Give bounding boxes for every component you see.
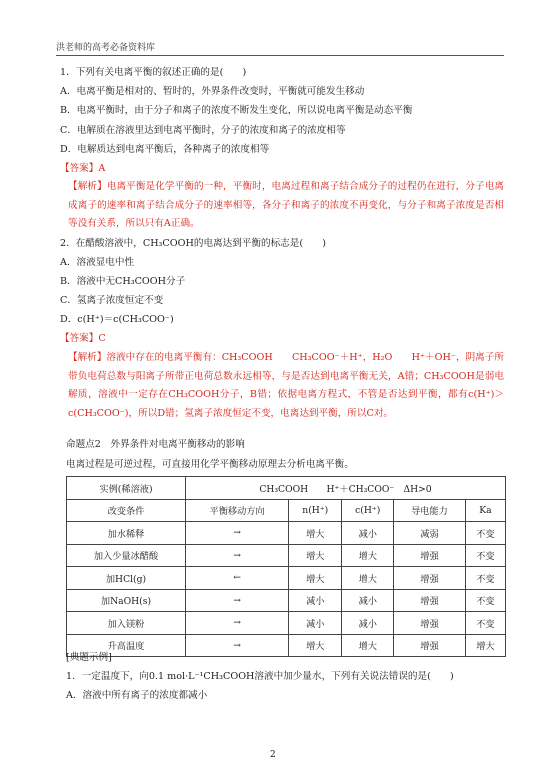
q1-answer-value: A	[98, 163, 106, 174]
q2-answer-value: C	[98, 333, 106, 344]
table-cell: 减小	[342, 522, 394, 545]
table-row	[67, 522, 506, 545]
q1-option-d: D．电解质达到电离平衡后，各种离子的浓度相等	[60, 144, 270, 155]
table-cell: 加HCl(g)	[67, 567, 186, 590]
table-cell: →	[185, 612, 288, 635]
table-cell: 增强	[394, 567, 466, 590]
table-cell: 增强	[394, 634, 466, 657]
table-cell: →	[185, 634, 288, 657]
example-option-a: A．溶液中所有离子的浓度都减小	[66, 690, 208, 701]
table-cell: 加水稀释	[67, 522, 186, 545]
table-cell: 加入镁粉	[67, 612, 186, 635]
table-cell: 增大	[342, 634, 394, 657]
header-rule	[56, 55, 504, 56]
table-header: n(H⁺)	[289, 499, 342, 522]
table-row	[67, 634, 506, 657]
table-row	[67, 612, 506, 635]
table-cell: →	[185, 544, 288, 567]
table-cell: 增大	[342, 544, 394, 567]
q2-option-a: A．溶液显电中性	[60, 257, 135, 268]
table-cell: 增大	[289, 567, 342, 590]
q1-stem: 1．下列有关电离平衡的叙述正确的是( )	[60, 67, 247, 78]
table-header-row	[67, 499, 506, 522]
q2-option-b: B．溶液中无CH₃COOH分子	[60, 276, 186, 287]
example-label: [典题示例]	[66, 652, 112, 663]
table-cell: 升高温度	[67, 634, 186, 657]
q1-option-b: B．电离平衡时，由于分子和离子的浓度不断发生变化，所以说电离平衡是动态平衡	[60, 105, 413, 116]
section-intro: 电离过程是可逆过程，可直接用化学平衡移动原理去分析电离平衡。	[66, 459, 354, 470]
table-cell: 增大	[289, 634, 342, 657]
table-header: 平衡移动方向	[185, 499, 288, 522]
q1-answer	[60, 162, 105, 175]
table-cell: 增强	[394, 612, 466, 635]
table-cell: 实例(稀溶液)	[67, 477, 186, 500]
table-row	[67, 567, 506, 590]
section-title: 命题点2 外界条件对电离平衡移动的影响	[66, 439, 245, 450]
page-header: 洪老师的高考必备资料库	[56, 43, 156, 53]
q2-answer	[60, 332, 106, 345]
table-cell: 减弱	[394, 522, 466, 545]
table-row	[67, 477, 506, 500]
table-header: 改变条件	[67, 499, 186, 522]
table-cell: 不变	[465, 544, 505, 567]
q1-answer-label: 【答案】	[60, 163, 99, 174]
table-cell: 增大	[289, 544, 342, 567]
q2-analysis: 【解析】溶液中存在的电离平衡有：CH₃COOH CH₃COO⁻＋H⁺，H₂O H⁺＋OH⁻，阴离子所带负电荷总数与阳离子所带正电荷总数永远相等，与是否达到电离平衡无关，A错；CH₃COOH是弱电解质，溶液中一定存在CH₃COOH分子，B错；依据电离方程式，不管是否达到平衡，都有c(H⁺)＞c(CH₃COO⁻)，所以D错；氢离子浓度恒定不变，电离达到平衡，所以C对。	[68, 352, 504, 419]
table-cell: →	[185, 589, 288, 612]
table-header: 导电能力	[394, 499, 466, 522]
table-header: Ka	[465, 499, 505, 522]
table-cell: 减小	[342, 589, 394, 612]
table-cell: 增大	[465, 634, 505, 657]
table-cell: 加入少量冰醋酸	[67, 544, 186, 567]
table-cell: 增大	[342, 567, 394, 590]
table-cell: 增强	[394, 544, 466, 567]
q2-option-c: C．氢离子浓度恒定不变	[60, 295, 164, 306]
table-cell: →	[185, 522, 288, 545]
table-cell: ←	[185, 567, 288, 590]
table-cell: 增大	[289, 522, 342, 545]
page-number: 2	[270, 750, 276, 760]
table-cell: 减小	[289, 589, 342, 612]
table-cell: 减小	[342, 612, 394, 635]
table-cell: 减小	[289, 612, 342, 635]
q2-stem: 2．在醋酸溶液中，CH₃COOH的电离达到平衡的标志是( )	[60, 238, 327, 249]
q1-analysis: 【解析】电离平衡是化学平衡的一种，平衡时，电离过程和离子结合成分子的过程仍在进行，分子电离成离子的速率和离子结合成分子的速率相等，各分子和离子的浓度不再变化，与分子和离子浓度是否相等没有关系，所以只有A正确。	[68, 181, 504, 229]
q1-option-a: A．电离平衡是相对的、暂时的，外界条件改变时，平衡就可能发生移动	[60, 86, 365, 97]
table-cell: 不变	[465, 589, 505, 612]
table-cell: 不变	[465, 612, 505, 635]
table-cell: 加NaOH(s)	[67, 589, 186, 612]
example-stem: 1．一定温度下，向0.1 mol·L⁻¹CH₃COOH溶液中加少量水，下列有关说法错误的是( )	[66, 671, 454, 682]
table-cell: CH₃COOH H⁺＋CH₃COO⁻ ΔH>0	[185, 477, 505, 500]
table-cell: 不变	[465, 567, 505, 590]
q2-answer-label: 【答案】	[60, 333, 99, 344]
table-header: c(H⁺)	[342, 499, 394, 522]
ionization-table	[66, 476, 506, 657]
q2-option-d: D．c(H⁺)＝c(CH₃COO⁻)	[60, 314, 174, 325]
table-cell: 不变	[465, 522, 505, 545]
q1-option-c: C．电解质在溶液里达到电离平衡时，分子的浓度和离子的浓度相等	[60, 125, 346, 136]
table-cell: 增强	[394, 589, 466, 612]
table-row	[67, 544, 506, 567]
table-row	[67, 589, 506, 612]
